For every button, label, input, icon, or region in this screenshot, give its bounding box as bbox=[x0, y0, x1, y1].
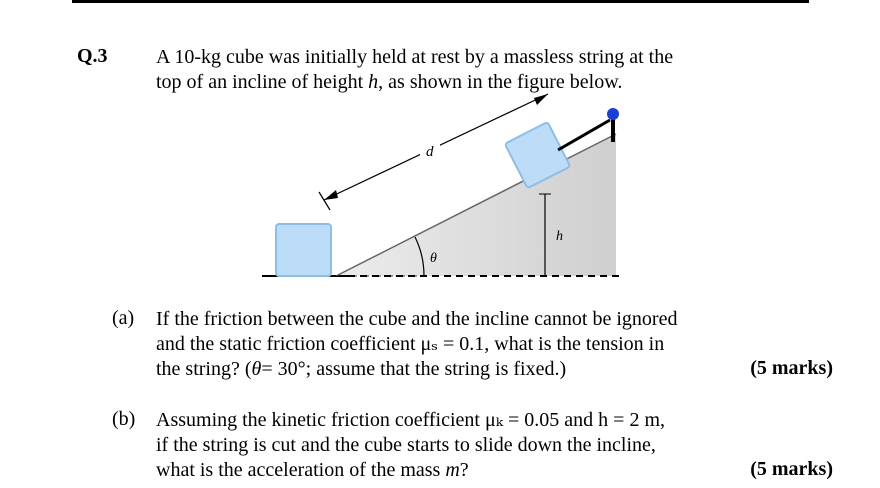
incline-figure bbox=[252, 92, 632, 284]
part-a-line-2: and the static friction coefficient μₛ = 0.1, what is the tension in bbox=[156, 333, 665, 355]
part-a-label: (a) bbox=[112, 307, 135, 329]
distance-tick-lower bbox=[319, 192, 330, 210]
part-b-line-2: if the string is cut and the cube starts to slide down the incline, bbox=[156, 434, 656, 456]
part-b-marks: (5 marks) bbox=[750, 458, 833, 480]
part-a-marks: (5 marks) bbox=[750, 357, 833, 379]
part-b-text bbox=[156, 408, 716, 483]
variable-h: h bbox=[368, 71, 379, 93]
variable-m: m bbox=[445, 459, 460, 481]
part-a-line-1: If the friction between the cube and the incline cannot be ignored bbox=[156, 308, 678, 330]
part-b-line-1: Assuming the kinetic friction coefficient μₖ = 0.05 and h = 2 m, bbox=[156, 409, 665, 431]
pin bbox=[607, 108, 619, 120]
part-a-line-3-post: = 30°; assume that the string is fixed.) bbox=[261, 358, 567, 380]
part-b-label: (b) bbox=[112, 408, 136, 430]
label-theta: θ bbox=[430, 251, 437, 266]
question-intro bbox=[156, 45, 756, 95]
intro-text-end: , as shown in the figure below. bbox=[378, 71, 623, 93]
part-a-text bbox=[156, 307, 716, 382]
part-a-line-3 bbox=[156, 357, 716, 382]
cube-bottom bbox=[276, 224, 331, 276]
top-rule bbox=[72, 0, 809, 3]
intro-line-1: A 10-kg cube was initially held at rest by a massless string at the bbox=[156, 46, 674, 68]
label-h: h bbox=[556, 229, 563, 244]
part-b-line-3-post: ? bbox=[459, 459, 469, 481]
part-b-line-3-pre: what is the acceleration of the mass bbox=[156, 459, 446, 481]
theta-symbol: θ bbox=[251, 358, 262, 380]
part-a-line-3-pre: the string? ( bbox=[156, 358, 252, 380]
arrowhead-upper bbox=[534, 94, 548, 105]
part-b-line-3 bbox=[156, 458, 716, 483]
arrowhead-lower bbox=[324, 190, 338, 200]
label-d: d bbox=[426, 144, 434, 160]
question-number: Q.3 bbox=[77, 45, 108, 67]
intro-text: top of an incline of height bbox=[156, 71, 369, 93]
